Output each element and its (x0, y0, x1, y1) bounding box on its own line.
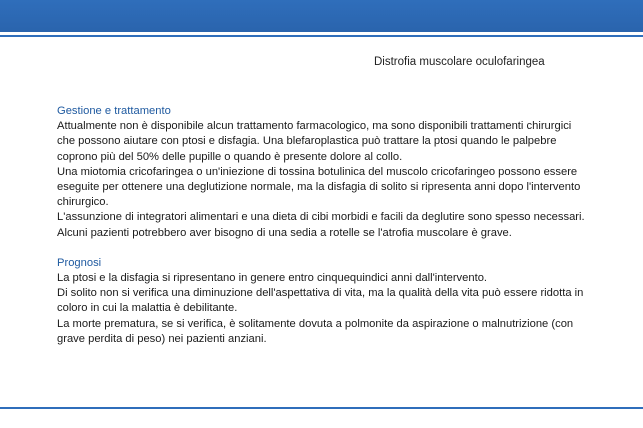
header-band (0, 0, 643, 32)
page-title: Distrofia muscolare oculofaringea (374, 56, 545, 68)
section-management (57, 104, 587, 241)
paragraph: Di solito non si verifica una diminuzione dell'aspettativa di vita, ma la qualità della vita può essere ridotta in coloro in cui la malattia è debilitante. (57, 287, 584, 315)
paragraph: La ptosi e la disfagia si ripresentano in genere entro cinquequindici anni dall'intervento. (57, 272, 488, 285)
section-prognosis (57, 256, 587, 347)
section-heading: Gestione e trattamento (57, 105, 171, 117)
paragraph: Attualmente non è disponibile alcun trattamento farmacologico, ma sono disponibili trattamenti chirurgici che possono aiutare con ptosi e disfagia. Una blefaroplastica può trattare la ptosi quando le palpebre coprono più del 50% delle pupille o quando è presente dolore al collo. (57, 120, 572, 163)
section-heading: Prognosi (57, 256, 102, 269)
header-divider (0, 35, 643, 37)
paragraph: La morte prematura, se si verifica, è solitamente dovuta a polmonite da aspirazione o malnutrizione (con grave perdita di peso) nei pazienti anziani. (57, 317, 574, 345)
document-body (57, 104, 587, 347)
paragraph: L'assunzione di integratori alimentari e una dieta di cibi morbidi e facili da deglutire sono spesso necessari. Alcuni pazienti potrebbero aver bisogno di una sedia a rotelle se l'atrofia muscolare è grave. (57, 211, 585, 239)
footer-divider (0, 407, 643, 409)
paragraph: Una miotomia cricofaringea o un'iniezione di tossina botulinica del muscolo cricofaringeo possono essere eseguite per ottenere una deglutizione normale, ma la disfagia di solito si ripresenta anni dopo l'intervento chirurgico. (57, 165, 581, 209)
